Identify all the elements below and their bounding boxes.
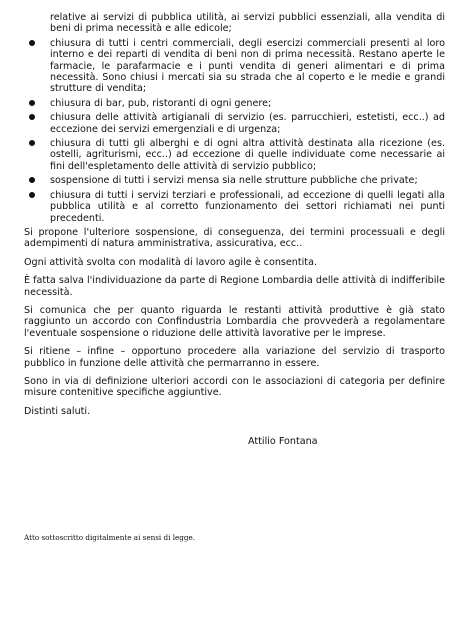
bullet-icon [29,40,35,46]
bullet-item [24,175,445,186]
bullet-list [24,38,445,224]
bullet-item [24,112,445,135]
paragraph-sospensione-termini: Si propone l'ulteriore sospensione, di conseguenza, dei termini processuali e degli adempimenti di natura amministrativa, assicurativa, ecc.. [24,226,445,250]
paragraph-lavoro-agile: Ogni attività svolta con modalità di lavoro agile è consentita. [24,256,317,268]
document-body [24,12,445,448]
bullet-item [24,38,445,95]
bullet-text: chiusura delle attività artigianali di servizio (es. parrucchieri, estetisti, ecc..) ad eccezione dei servizi emergenziali e di urgenza; [50,112,445,135]
bullet-text: chiusura di tutti i centri commerciali, degli esercizi commerciali presenti al loro interno e dei reparti di vendita di beni non di prima necessità. Restano aperte le farmacie, le parafarmacie e i punti vendita di generi alimentari e di prima necessità. Sono chiusi i mercati sia su strada che al coperto e le medie e grandi strutture di vendita; [50,37,445,95]
paragraph-confindustria: Si comunica che per quanto riguarda le restanti attività produttive è già stato raggiunto un accordo con Confindustria Lombardia che provvederà a regolamentare l'eventuale sospensione o riduzione delle attività lavorative per le imprese. [24,304,445,339]
paragraph-trasporto-pubblico: Si ritiene – infine – opportuno procedere alla variazione del servizio di trasporto pubblico in funzione delle attività che permarranno in essere. [24,346,445,369]
bullet-icon [29,100,35,106]
footer-note: Atto sottoscritto digitalmente ai sensi di legge. [24,533,195,542]
paragraph-regione-lombardia: È fatta salva l'individuazione da parte di Regione Lombardia delle attività di indifferibile necessità. [24,275,445,298]
bullet-icon [29,114,35,120]
closing-salutation: Distinti saluti. [24,405,91,417]
bullet-text: sospensione di tutti i servizi mensa sia nelle strutture pubbliche che private; [50,175,418,187]
paragraph-accordi-categoria: Sono in via di definizione ulteriori accordi con le associazioni di categoria per definire misure contenitive specifiche aggiuntive. [24,375,445,399]
bullet-icon [29,192,35,198]
bullet-text: chiusura di bar, pub, ristoranti di ogni genere; [50,97,272,109]
bullet-icon [29,177,35,183]
bullet-icon [29,140,35,146]
bullet-text: chiusura di tutti gli alberghi e di ogni altra attività destinata alla ricezione (es. ostelli, agriturismi, ecc..) ad eccezione di quelle individuate come necessarie ai fini dell'espletamento delle attività di servizio pubblico; [50,138,445,172]
bullet-continuation: relative ai servizi di pubblica utilità, ai servizi pubblici essenziali, alla vendita di beni di prima necessità e alle edicole; [50,12,445,35]
bullet-item [24,190,445,224]
signature-name: Attilio Fontana [248,436,318,448]
bullet-item [24,138,445,172]
bullet-text: chiusura di tutti i servizi terziari e professionali, ad eccezione di quelli legati alla pubblica utilità e al corretto funzionamento dei settori richiamati nei punti precedenti. [50,189,445,224]
bullet-item [24,98,445,109]
